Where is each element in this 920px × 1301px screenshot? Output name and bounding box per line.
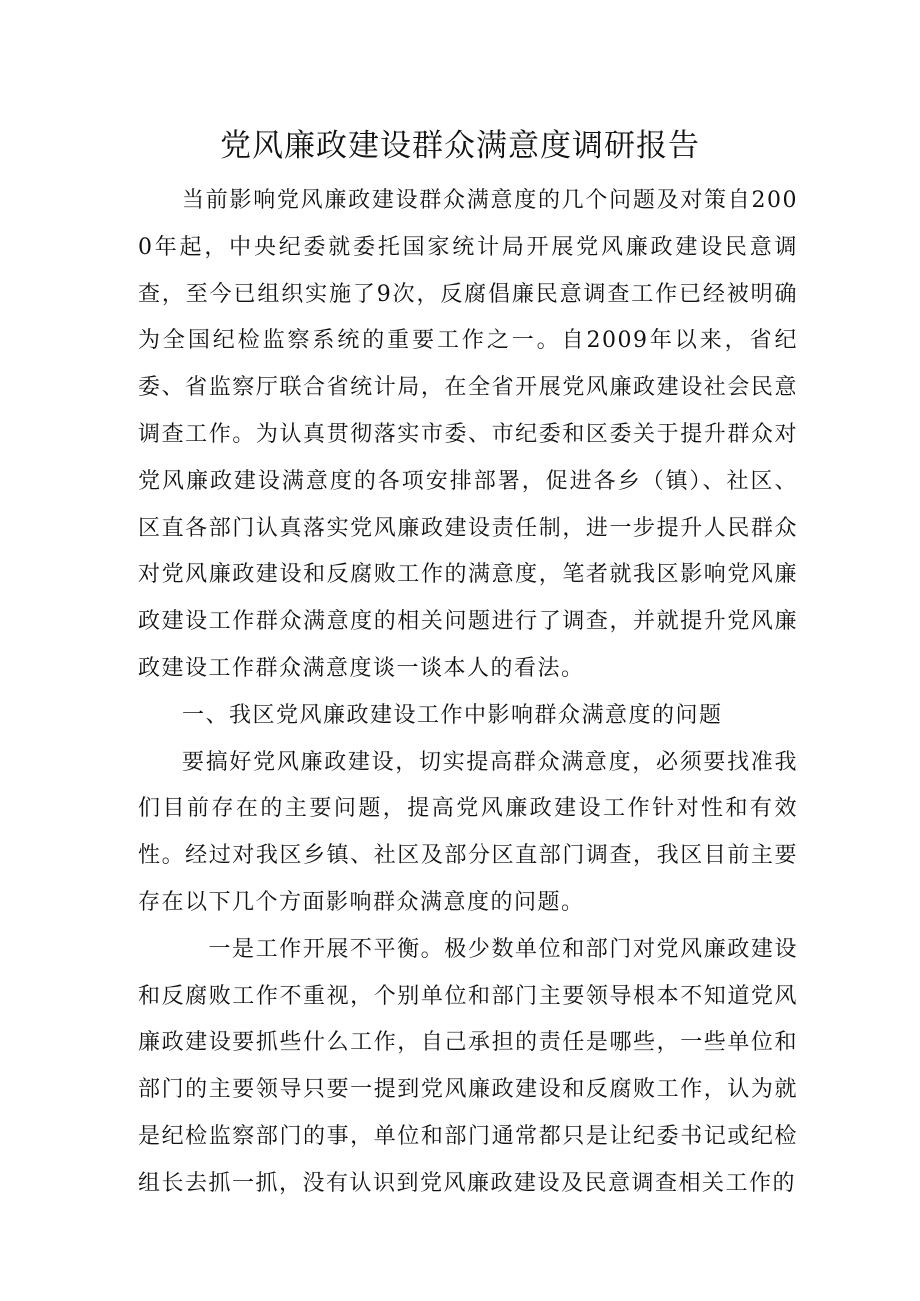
intro-paragraph: 当前影响党风廉政建设群众满意度的几个问题及对策自2000年起，中央纪委就委托国家统计局开展党风廉政建设民意调查，至今已组织实施了9次，反腐倡廉民意调查工作已经被明确为全国纪检监察系统的重要工作之一。自2009年以来，省纪委、省监察厅联合省统计局，在全省开展党风廉政建设社会民意调查工作。为认真贯彻落实市委、市纪委和区委关于提升群众对党风廉政建设满意度的各项安排部署，促进各乡（镇）、社区、区直各部门认真落实党风廉政建设责任制，进一步提升人民群众对党风廉政建设和反腐败工作的满意度，笔者就我区影响党风廉政建设工作群众满意度的相关问题进行了调查，并就提升党风廉政建设工作群众满意度谈一谈本人的看法。 xyxy=(138,188,798,681)
section-1-paragraph: 要搞好党风廉政建设，切实提高群众满意度，必须要找准我们目前存在的主要问题，提高党风廉政建设工作针对性和有效性。经过对我区乡镇、社区及部分区直部门调查，我区目前主要存在以下几个方面影响群众满意度的问题。 xyxy=(138,749,798,915)
document-title: 党风廉政建设群众满意度调研报告 xyxy=(220,128,700,164)
point-1-paragraph: 一是工作开展不平衡。极少数单位和部门对党风廉政建设和反腐败工作不重视，个别单位和部门主要领导根本不知道党风廉政建设要抓些什么工作，自己承担的责任是哪些，一些单位和部门的主要领导只要一提到党风廉政建设和反腐败工作，认为就是纪检监察部门的事，单位和部门通常都只是让纪委书记或纪检组长去抓一抓，没有认识到党风廉政建设及民意调查相关工作的 xyxy=(138,936,798,1196)
document-body xyxy=(138,178,798,1208)
section-heading-1: 一、我区党风廉政建设工作中影响群众满意度的问题 xyxy=(182,702,723,728)
